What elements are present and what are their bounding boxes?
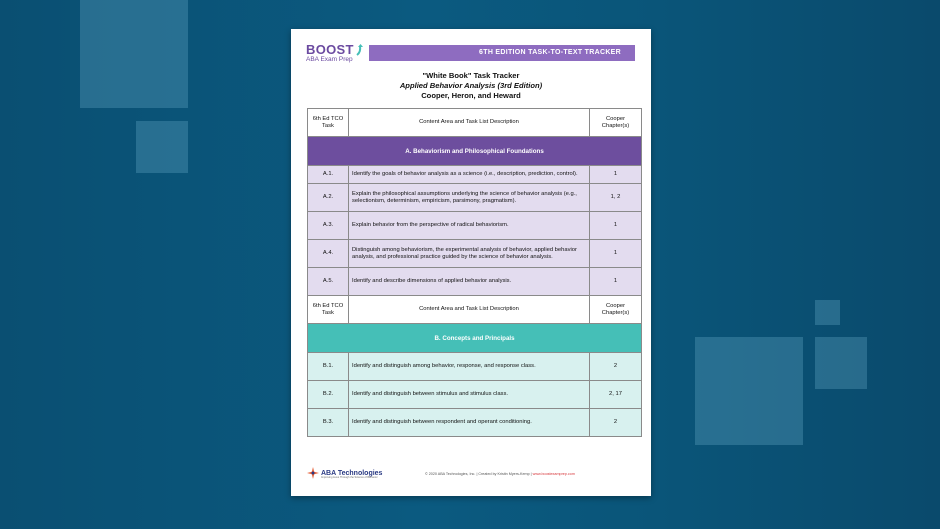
title-line-2: Applied Behavior Analysis (3rd Edition)	[399, 81, 543, 90]
section-title: A. Behaviorism and Philosophical Foundations	[308, 137, 642, 166]
table-header-row	[308, 296, 642, 324]
task-description: Identify the goals of behavior analysis as a science (i.e., description, prediction, control).	[349, 166, 590, 184]
chapter: 1	[590, 166, 642, 184]
page-footer	[307, 465, 636, 483]
up-arrow-icon	[356, 44, 364, 56]
chapter: 1	[590, 240, 642, 268]
chapter: 1, 2	[590, 184, 642, 212]
task-description: Explain behavior from the perspective of radical behaviorism.	[349, 212, 590, 240]
brand-subtitle: ABA Exam Prep	[306, 56, 353, 63]
chapter: 1	[590, 212, 642, 240]
decor-square	[815, 337, 867, 389]
decor-square	[695, 337, 803, 445]
column-header: Cooper Chapter(s)	[590, 109, 642, 137]
decor-square	[815, 300, 840, 325]
title-line-1: "White Book" Task Tracker	[422, 71, 520, 80]
task-id: A.4.	[308, 240, 349, 268]
task-id: A.5.	[308, 268, 349, 296]
star-burst-icon	[307, 467, 319, 479]
section-title: B. Concepts and Principals	[308, 324, 642, 353]
document-page	[291, 29, 651, 496]
table-row	[308, 409, 642, 437]
table-row	[308, 240, 642, 268]
task-id: B.2.	[308, 381, 349, 409]
boost-logo	[306, 42, 364, 63]
column-header: Content Area and Task List Description	[349, 109, 590, 137]
brand-name: BOOST	[306, 42, 354, 57]
copyright-line	[425, 472, 575, 476]
section-header-row	[308, 324, 642, 353]
title-line-3: Cooper, Heron, and Heward	[421, 91, 521, 100]
table-row	[308, 212, 642, 240]
task-id: A.1.	[308, 166, 349, 184]
website-link[interactable]: www.boostexamprep.com	[532, 472, 575, 476]
task-description: Identify and describe dimensions of applied behavior analysis.	[349, 268, 590, 296]
chapter: 2	[590, 409, 642, 437]
copyright-text: © 2020 ABA Technologies, Inc. | Created by Kristin Myers-Kemp |	[425, 472, 532, 476]
task-description: Identify and distinguish among behavior, response, and response class.	[349, 353, 590, 381]
tracker-banner: 6TH EDITION TASK-TO-TEXT TRACKER	[369, 45, 635, 61]
table-row	[308, 268, 642, 296]
column-header: Cooper Chapter(s)	[590, 296, 642, 324]
task-description: Identify and distinguish between stimulus and stimulus class.	[349, 381, 590, 409]
chapter: 1	[590, 268, 642, 296]
column-header: 6th Ed TCO Task	[308, 296, 349, 324]
aba-tagline: Improving Lives Through the Science of Behavior	[321, 476, 378, 479]
chapter: 2, 17	[590, 381, 642, 409]
aba-org-name: ABA Technologies	[321, 469, 383, 477]
task-tracker-table	[307, 108, 642, 437]
task-id: A.2.	[308, 184, 349, 212]
column-header: 6th Ed TCO Task	[308, 109, 349, 137]
decor-square	[80, 0, 188, 108]
table-row	[308, 381, 642, 409]
task-id: B.3.	[308, 409, 349, 437]
task-description: Explain the philosophical assumptions underlying the science of behavior analysis (e.g., selectionism, determinism, empiricism, parsimony, pragmatism).	[349, 184, 590, 212]
decor-square	[136, 121, 188, 173]
table-header-row	[308, 109, 642, 137]
task-id: B.1.	[308, 353, 349, 381]
table-row	[308, 353, 642, 381]
task-description: Identify and distinguish between respondent and operant conditioning.	[349, 409, 590, 437]
task-id: A.3.	[308, 212, 349, 240]
chapter: 2	[590, 353, 642, 381]
table-row	[308, 184, 642, 212]
table-row	[308, 166, 642, 184]
task-description: Distinguish among behaviorism, the experimental analysis of behavior, applied behavior analysis, and professional practice guided by the science of behavior analysis.	[349, 240, 590, 268]
column-header: Content Area and Task List Description	[349, 296, 590, 324]
section-header-row	[308, 137, 642, 166]
document-titles	[291, 71, 651, 101]
